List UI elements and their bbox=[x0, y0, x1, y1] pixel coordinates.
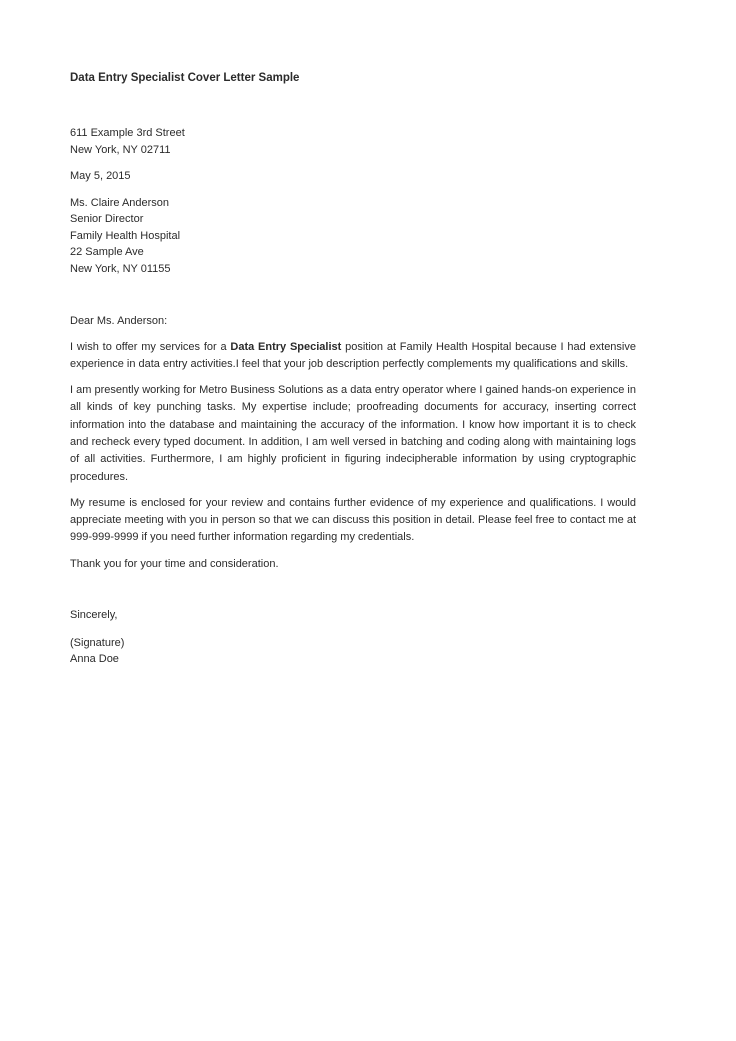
cover-letter bbox=[70, 71, 636, 668]
paragraph1-pre-text: I wish to offer my services for a bbox=[70, 340, 231, 353]
sender-address-line2: New York, NY 02711 bbox=[70, 143, 171, 156]
letter-date: May 5, 2015 bbox=[70, 170, 131, 182]
recipient-address-block bbox=[70, 195, 636, 278]
sender-address-line1: 611 Example 3rd Street bbox=[70, 127, 185, 139]
signature-block bbox=[70, 635, 636, 668]
body-paragraph-3: My resume is enclosed for your review and contains further evidence of my experience and qualifications. I would appreciate meeting with you in person so that we can discuss this position in detail. Please feel free to contact me at 999-999-9999 if you need further information regarding my credentials. bbox=[70, 496, 636, 544]
recipient-address-line2: New York, NY 01155 bbox=[70, 262, 171, 275]
closing-line: Thank you for your time and consideration. bbox=[70, 557, 279, 570]
paragraph1-bold-job-title: Data Entry Specialist bbox=[230, 340, 342, 353]
paragraph1-post-text: position at Family Health Hospital because I had extensive experience in data entry activities.I feel that your job description perfectly complements my qualifications and skills. bbox=[70, 340, 636, 370]
signer-name: Anna Doe bbox=[70, 653, 119, 666]
recipient-job-title: Senior Director bbox=[70, 213, 144, 225]
valediction: Sincerely, bbox=[70, 609, 118, 622]
body-paragraph-1 bbox=[70, 339, 636, 374]
salutation: Dear Ms. Anderson: bbox=[70, 315, 168, 327]
document-title: Data Entry Specialist Cover Letter Sample bbox=[70, 72, 300, 84]
recipient-organization: Family Health Hospital bbox=[70, 229, 181, 242]
recipient-name: Ms. Claire Anderson bbox=[70, 196, 170, 209]
signature-placeholder: (Signature) bbox=[70, 636, 125, 649]
recipient-address-line1: 22 Sample Ave bbox=[70, 246, 144, 258]
sender-address-block bbox=[70, 125, 636, 158]
body-paragraph-2: I am presently working for Metro Business Solutions as a data entry operator where I gained hands-on experience in all kinds of key punching tasks. My expertise include; proofreading documents for accuracy, inserting correct information into the database and maintaining the accuracy of the information. I know how important it is to check and recheck every typed document. In addition, I am well versed in batching and coding along with maintaining logs of all activities. Furthermore, I am highly proficient in figuring indecipherable information by using cryptographic procedures. bbox=[70, 384, 636, 483]
date-block bbox=[70, 168, 636, 185]
